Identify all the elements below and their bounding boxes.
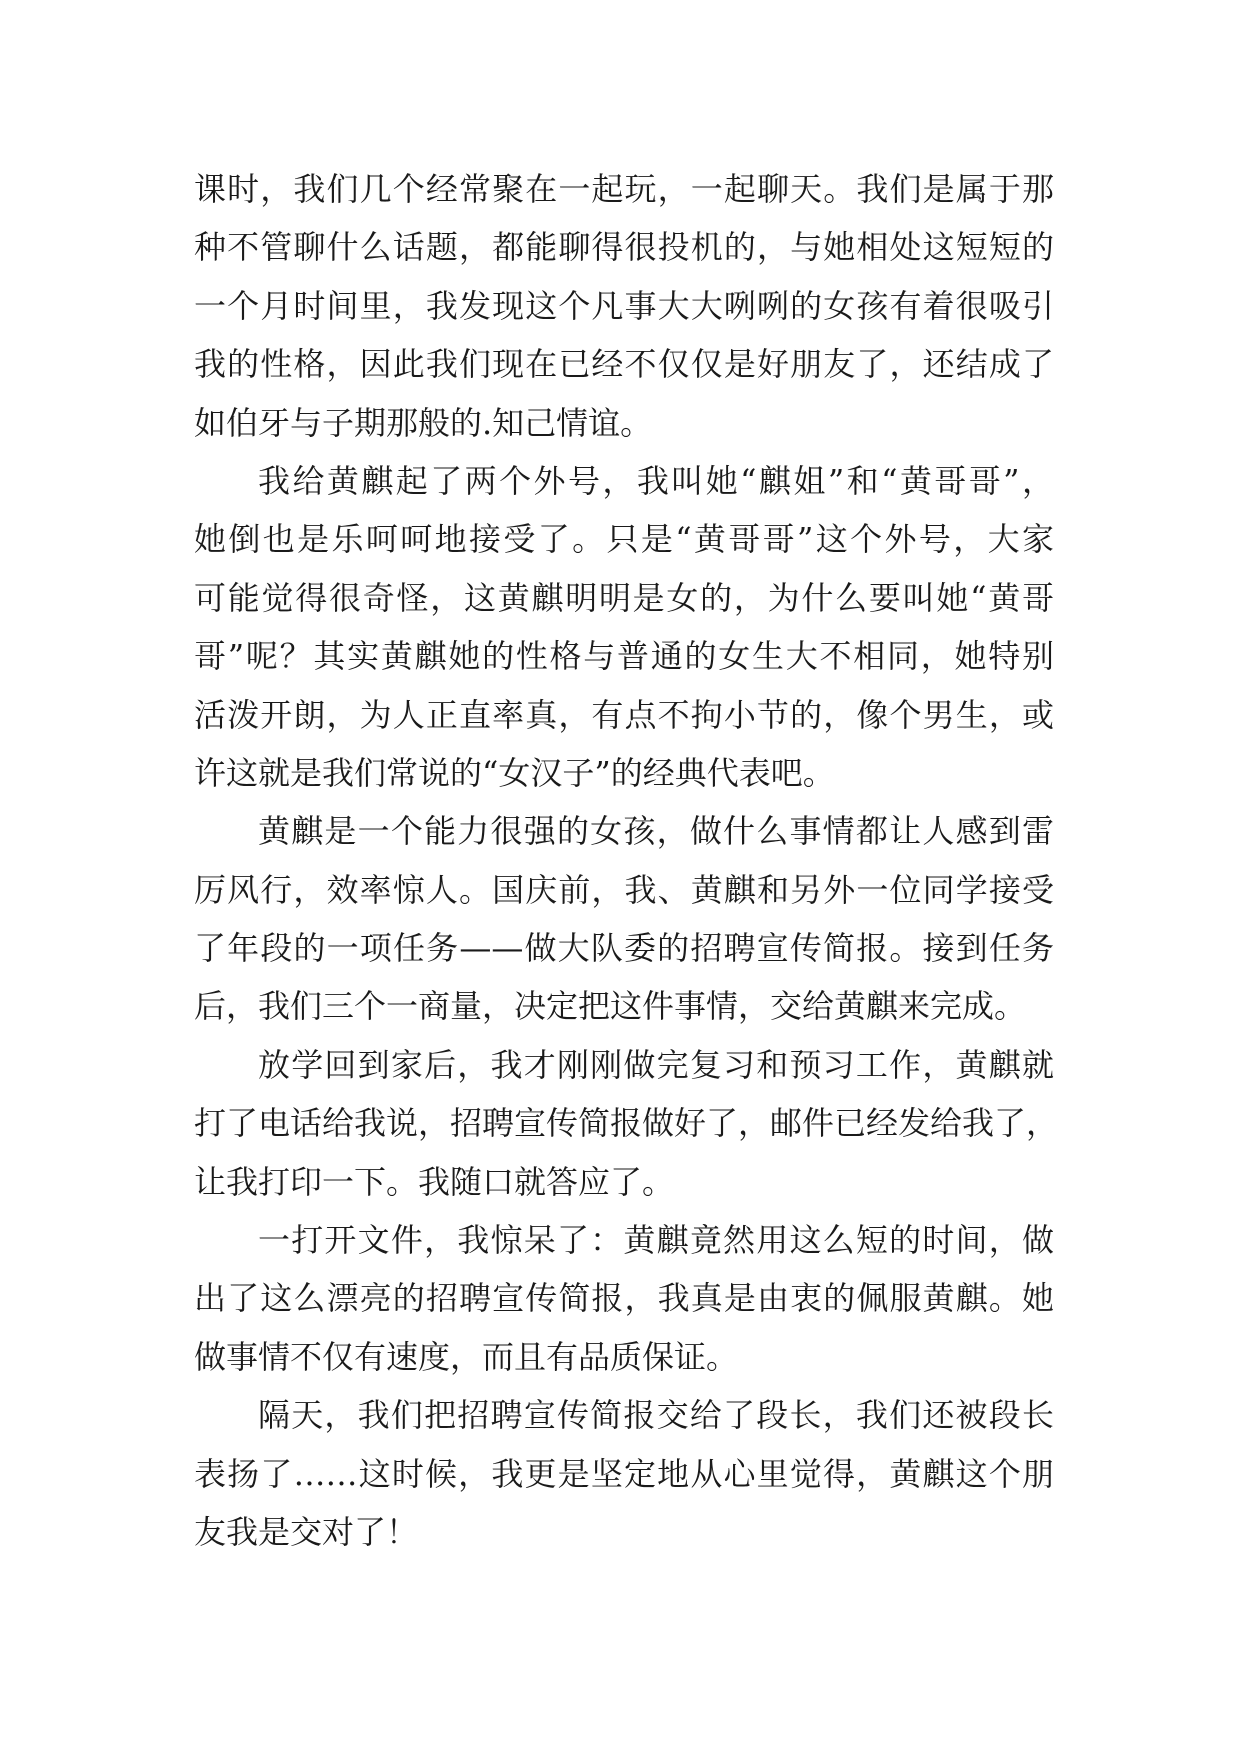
- text-line: 课时，我们几个经常聚在一起玩，一起聊天。我们是属于那: [194, 170, 1054, 208]
- text-line: 出了这么漂亮的招聘宣传简报，我真是由衷的佩服黄麒。她: [194, 1279, 1054, 1318]
- text-line: 隔天，我们把招聘宣传简报交给了段长，我们还被段长: [258, 1396, 1054, 1435]
- text-line: 让我打印一下。我随口就答应了。: [194, 1162, 675, 1201]
- text-line: 一个月时间里，我发现这个凡事大大咧咧的女孩有着很吸引: [194, 286, 1054, 325]
- text-line: 我的性格，因此我们现在已经不仅仅是好朋友了，还结成了: [194, 345, 1054, 384]
- text-line: 了年段的一项任务——做大队委的招聘宣传简报。接到任务: [194, 929, 1054, 968]
- text-line: 她倒也是乐呵呵地接受了。只是“黄哥哥”这个外号，大家: [194, 520, 1054, 559]
- text-line: 黄麒是一个能力很强的女孩，做什么事情都让人感到雷: [258, 812, 1054, 851]
- text-line: 活泼开朗，为人正直率真，有点不拘小节的，像个男生，或: [194, 695, 1054, 734]
- text-line: 一打开文件，我惊呆了：黄麒竟然用这么短的时间，做: [258, 1221, 1054, 1260]
- text-line: 种不管聊什么话题，都能聊得很投机的，与她相处这短短的: [194, 228, 1054, 267]
- text-line: 厉风行，效率惊人。国庆前，我、黄麒和另外一位同学接受: [194, 870, 1054, 909]
- text-line: 许这就是我们常说的“女汉子”的经典代表吧。: [194, 753, 835, 792]
- text-line: 可能觉得很奇怪，这黄麒明明是女的，为什么要叫她“黄哥: [194, 578, 1054, 617]
- text-line: 做事情不仅有速度，而且有品质保证。: [194, 1337, 739, 1376]
- text-line: 哥”呢？其实黄麒她的性格与普通的女生大不相同，她特别: [194, 637, 1054, 676]
- text-line: 如伯牙与子期那般的.知己情谊。: [194, 403, 653, 442]
- text-line: 打了电话给我说，招聘宣传简报做好了，邮件已经发给我了，: [194, 1104, 1059, 1143]
- text-line: 后，我们三个一商量，决定把这件事情，交给黄麒来完成。: [194, 987, 1027, 1026]
- text-line: 我给黄麒起了两个外号，我叫她“麒姐”和“黄哥哥”，: [258, 461, 1054, 500]
- text-line: 表扬了……这时候，我更是坚定地从心里觉得，黄麒这个朋: [194, 1454, 1054, 1493]
- text-line: 友我是交对了！: [194, 1512, 419, 1551]
- text-line: 放学回到家后，我才刚刚做完复习和预习工作，黄麒就: [258, 1045, 1054, 1084]
- essay-body: [194, 160, 1059, 1561]
